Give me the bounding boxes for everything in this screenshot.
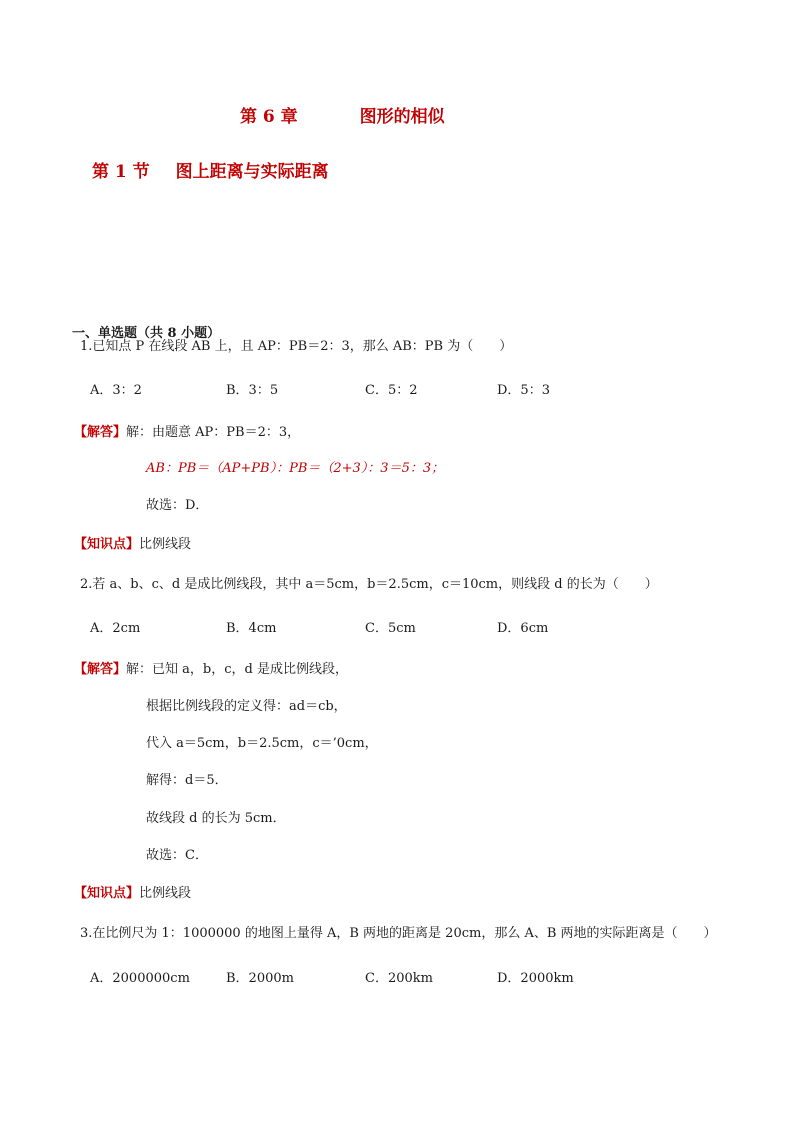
section-number: 第 1 节 xyxy=(92,162,150,182)
q1-option-b: B．3：5 xyxy=(226,383,279,398)
q1-option-d: D．5：3 xyxy=(497,383,550,398)
q1-answer-line-3: 故选：D． xyxy=(146,498,209,513)
q2-answer xyxy=(74,661,348,679)
question-3-stem: 3.在比例尺为 1：1000000 的地图上量得 A，B 两地的距离是 20cm，那么 A、B 两地的实际距离是（ ） xyxy=(80,926,717,941)
q3-option-a: A．2000000cm xyxy=(90,971,190,986)
question-2-stem: 2.若 a、b、c、d 是成比例线段，其中 a＝5cm，b＝2.5cm，c＝10cm，则线段 d 的长为（ ） xyxy=(80,577,658,592)
q3-option-b: B．2000m xyxy=(226,971,294,986)
q2-option-c: C．5cm xyxy=(365,621,416,636)
answer-line: 解：已知 a，b，c，d 是成比例线段， xyxy=(126,662,348,677)
knowledge-label: 【知识点】 xyxy=(74,886,140,901)
q2-answer-line-6: 故选：C． xyxy=(146,848,208,863)
q2-option-b: B．4cm xyxy=(226,621,277,636)
q2-option-d: D．6cm xyxy=(497,621,549,636)
q2-answer-line-3: 代入 a＝5cm，b＝2.5cm，c＝’0cm， xyxy=(146,736,378,751)
q3-option-c: C．200km xyxy=(365,971,433,986)
knowledge-value: 比例线段 xyxy=(139,537,192,552)
chapter-heading xyxy=(240,106,445,128)
q1-option-c: C．5：2 xyxy=(365,383,418,398)
section-heading xyxy=(92,161,329,183)
chapter-title: 图形的相似 xyxy=(359,107,445,127)
q1-knowledge xyxy=(74,536,191,554)
q1-option-a: A．3：2 xyxy=(90,383,142,398)
q3-option-d: D．2000km xyxy=(497,971,574,986)
knowledge-label: 【知识点】 xyxy=(74,537,140,552)
answer-label: 【解答】 xyxy=(74,425,127,440)
chapter-number: 第 6 章 xyxy=(240,107,298,127)
answer-label: 【解答】 xyxy=(74,662,127,677)
q2-answer-line-4: 解得：d＝5． xyxy=(146,773,228,788)
q2-knowledge xyxy=(74,885,191,903)
q2-option-a: A．2cm xyxy=(90,621,141,636)
knowledge-value: 比例线段 xyxy=(139,886,192,901)
section-title: 图上距离与实际距离 xyxy=(175,162,329,182)
answer-line: 解：由题意 AP：PB＝2：3， xyxy=(126,425,301,440)
q2-answer-line-5: 故线段 d 的长为 5cm． xyxy=(146,811,286,826)
q1-answer xyxy=(74,424,300,442)
question-1-stem: 1.已知点 P 在线段 AB 上，且 AP：PB＝2：3，那么 AB：PB 为（ ） xyxy=(80,339,513,354)
q1-answer-line-2: AB：PB＝（AP+PB）：PB＝（2+3）：3＝5：3； xyxy=(146,461,445,476)
q2-answer-line-2: 根据比例线段的定义得：ad＝cb， xyxy=(146,699,347,714)
part-heading: 一、单选题（共 8 小题） xyxy=(72,326,221,341)
